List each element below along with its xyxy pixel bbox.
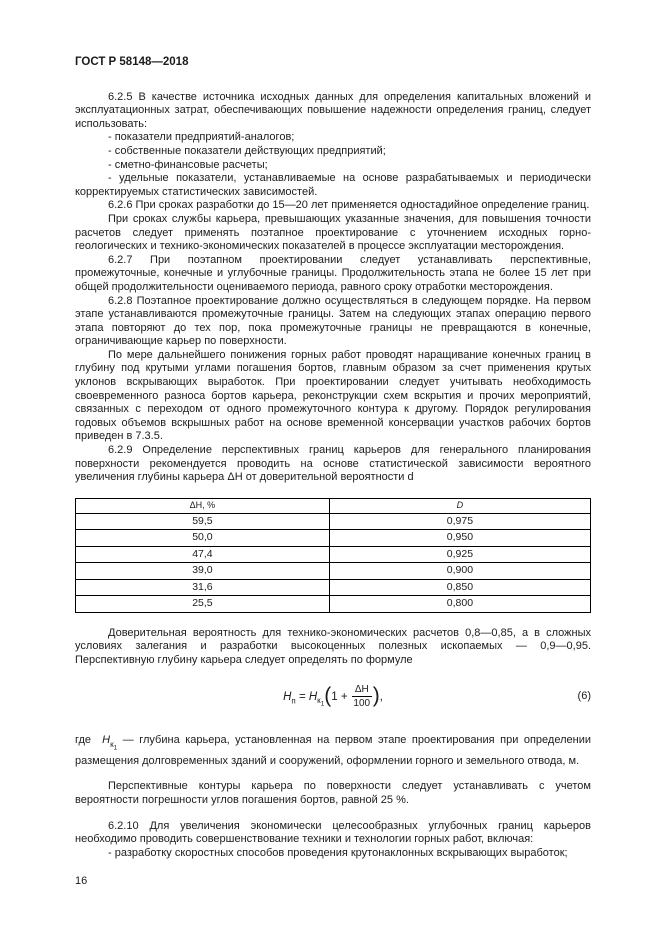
table-header-row xyxy=(76,498,591,513)
table-cell: 39,0 xyxy=(76,563,330,580)
where-symbol: H xyxy=(102,734,111,747)
paragraph-6-2-5: 6.2.5 В качестве источника исходных данных для определения капитальных вложений и эксплуатационных затрат, обеспечивающих повышение надежности определения границ, следует использовать: xyxy=(75,90,591,130)
formula-subscript-index: 1 xyxy=(320,700,325,708)
table-header-delta-h: ΔH, % xyxy=(76,498,330,513)
table-row xyxy=(76,530,591,547)
paragraph-6-2-8: 6.2.8 Поэтапное проектирование должно осуществляться в следующем порядке. На первом этапе устанавливаются промежуточные границы. Затем на следующих этапах операцию первого этапа повторяют до тех пор, пока промежуточные границы не превращаются в конечные, ограничивающие карьер по поверхности. xyxy=(75,294,591,348)
where-text: — глубина карьера, установленная на первом этапе проектирования при определении размещения долговременных зданий и сооружений, оформлении горного и земельного отвода, м. xyxy=(75,734,592,767)
paragraph: При сроках службы карьера, превышающих указанные значения, для повышения точности расчетов следует применять поэтапное проектирование с уточнением исходных горно-геологических и технико-экономических показателей в процессе эксплуатации месторождения. xyxy=(75,212,591,253)
table-cell: 31,6 xyxy=(76,579,330,596)
equals-sign: = xyxy=(298,690,306,703)
open-paren: ( xyxy=(324,683,332,707)
formula-subscript: п xyxy=(291,695,296,705)
where-label: где xyxy=(75,734,92,747)
close-paren: ) xyxy=(372,683,380,707)
table-row xyxy=(76,563,591,580)
table-cell: 0,800 xyxy=(329,596,590,613)
list-item: - показатели предприятий-аналогов; xyxy=(108,131,295,144)
document-header: ГОСТ Р 58148—2018 xyxy=(75,56,189,68)
page-number: 16 xyxy=(75,875,88,887)
formula-block xyxy=(75,681,591,720)
paragraph-6-2-10: 6.2.10 Для увеличения экономически целесообразных углубочных границ карьеров необходимо проводить совершенствование техники и технологии горных работ, включая: xyxy=(75,819,591,846)
paragraph-6-2-9: 6.2.9 Определение перспективных границ карьеров для генерального планирования поверхности рекомендуется проводить на основе статистической зависимости вероятного увеличения глубины карьера ΔH от доверительной вероятности d xyxy=(75,444,591,484)
where-subscript-index: 1 xyxy=(113,744,118,752)
formula-where-clause xyxy=(75,734,591,768)
fraction-numerator: ΔH xyxy=(352,684,372,697)
list-item: - разработку скоростных способов проведения крутонаклонных вскрывающих выработок; xyxy=(108,846,568,859)
table-row xyxy=(76,513,591,530)
table-cell: 59,5 xyxy=(76,513,330,530)
formula-variable: H xyxy=(283,690,292,703)
table-cell: 50,0 xyxy=(76,530,330,547)
fraction-denominator: 100 xyxy=(353,698,371,710)
formula-term: 1 + xyxy=(331,690,348,703)
probability-table-wrapper xyxy=(75,498,591,613)
table-cell: 0,925 xyxy=(329,546,590,563)
table-cell: 25,5 xyxy=(76,596,330,613)
document-content xyxy=(75,56,591,860)
probability-table xyxy=(75,498,591,613)
where-symbol-subscript xyxy=(110,739,118,752)
table-header-d: D xyxy=(329,498,590,513)
formula-variable: H xyxy=(308,690,318,703)
table-cell: 0,900 xyxy=(329,563,590,580)
where-subscript-letter: к xyxy=(110,739,114,749)
table-cell: 0,950 xyxy=(329,530,590,547)
paragraph-6-2-7: 6.2.7 При поэтапном проектировании следует устанавливать перспективные, промежуточные, конечные и углубочные границы. Продолжительность этапа не более 15 лет при общей продолжительности оцениваемого периода, равного сроку отработки месторождения. xyxy=(75,253,591,293)
equation-number: (6) xyxy=(577,689,591,702)
paragraph: По мере дальнейшего понижения горных работ проводят наращивание конечных границ в глубину под крутыми углами погашения бортов, главным образом за счет применения крутых уклонов вскрывающих выработок. При проектировании следует учитывать необходимость своевременного разноса бортов карьера, реконструкции схем вскрытия и прочих мероприятий, связанных с переходом от одного промежуточного контура к другому. Порядок регулирования годовых объемов вскрышных работ на основе временной консервации участков рабочих бортов приведен в 7.3.5. xyxy=(75,348,591,443)
table-cell: 0,850 xyxy=(329,579,590,596)
paragraph: Перспективные контуры карьера по поверхности следует устанавливать с учетом вероятности погрешности углов погашения бортов, равной 25 %. xyxy=(75,780,591,807)
table-cell: 0,975 xyxy=(329,513,590,530)
paragraph: Доверительная вероятность для технико-экономических расчетов 0,8—0,85, а в сложных условиях залегания и разработки высокоценных полезных ископаемых — 0,9—0,95. Перспективную глубину карьера следует определять по формуле xyxy=(75,626,591,666)
table-row xyxy=(76,579,591,596)
list-item: - собственные показатели действующих предприятий; xyxy=(108,144,386,157)
fraction xyxy=(352,684,372,709)
table-row xyxy=(76,596,591,613)
formula-subscript-letter: к xyxy=(317,695,321,705)
formula-trailer: , xyxy=(379,690,383,703)
list-item: - удельные показатели, устанавливаемые на основе разрабатываемых и периодически корректируемых статистических зависимостей. xyxy=(75,172,591,198)
table-cell: 47,4 xyxy=(76,546,330,563)
list-item: - сметно-финансовые расчеты; xyxy=(108,158,268,171)
table-row xyxy=(76,546,591,563)
paragraph-6-2-6: 6.2.6 При сроках разработки до 15—20 лет применяется одностадийное определение границ. xyxy=(108,199,590,212)
